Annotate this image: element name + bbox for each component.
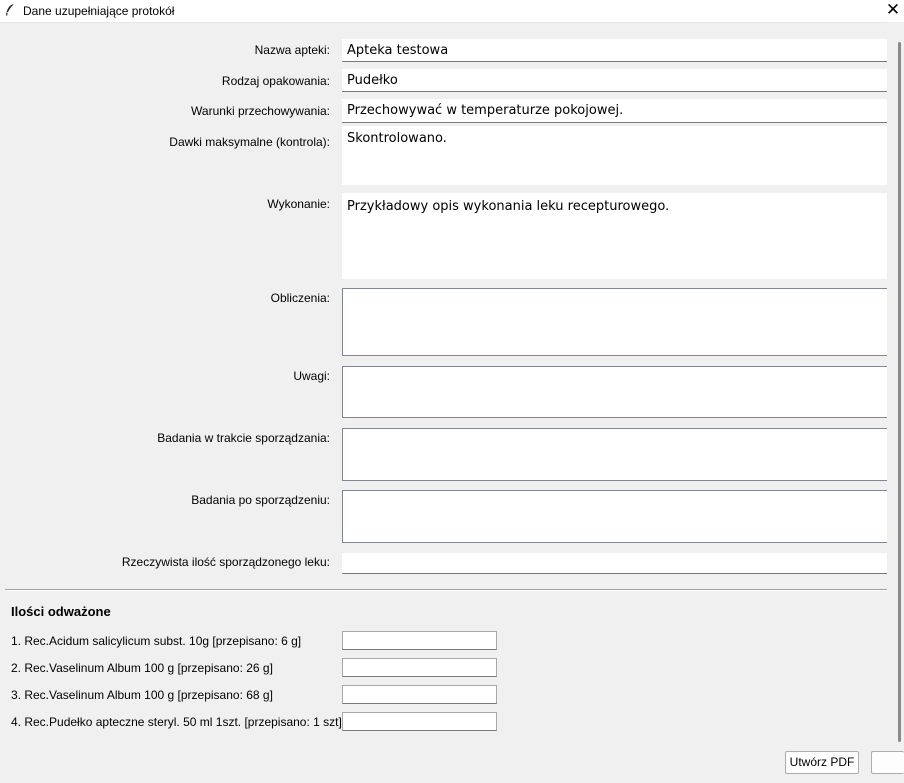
label-nazwa-apteki: Nazwa apteki: bbox=[254, 43, 330, 57]
window-title: Dane uzupełniające protokół bbox=[23, 4, 175, 18]
rzeczywista-ilosc-input[interactable] bbox=[342, 553, 887, 574]
label-obliczenia: Obliczenia: bbox=[270, 291, 330, 305]
section-title-ilosci-odwazone: Ilości odważone bbox=[11, 604, 111, 619]
title-bar bbox=[0, 0, 904, 23]
close-button[interactable] bbox=[882, 0, 904, 22]
label-dawki-maksymalne: Dawki maksymalne (kontrola): bbox=[169, 135, 330, 149]
weighed-item-input-2[interactable] bbox=[342, 658, 497, 677]
separator bbox=[5, 589, 887, 591]
close-icon: ✕ bbox=[885, 0, 901, 19]
label-rzeczywista-ilosc: Rzeczywista ilość sporządzonego leku: bbox=[121, 555, 330, 569]
secondary-button[interactable] bbox=[871, 751, 904, 774]
weighed-item-label-1: 1. Rec.Acidum salicylicum subst. 10g [przepisano: 6 g] bbox=[11, 634, 302, 648]
scrollbar-thumb[interactable] bbox=[898, 42, 901, 742]
create-pdf-button[interactable]: Utwórz PDF bbox=[785, 751, 859, 774]
rodzaj-opakowania-input[interactable] bbox=[342, 69, 887, 92]
weighed-item-label-3: 3. Rec.Vaselinum Album 100 g [przepisano: 68 g] bbox=[11, 688, 273, 702]
warunki-przechowywania-input[interactable] bbox=[342, 99, 887, 123]
label-uwagi: Uwagi: bbox=[293, 369, 330, 383]
uwagi-textarea[interactable] bbox=[342, 366, 887, 418]
weighed-item-input-1[interactable] bbox=[342, 631, 497, 650]
label-warunki-przechowywania: Warunki przechowywania: bbox=[191, 104, 330, 118]
weighed-item-label-4: 4. Rec.Pudełko apteczne steryl. 50 ml 1szt. [przepisano: 1 szt] bbox=[11, 715, 342, 729]
obliczenia-textarea[interactable] bbox=[342, 288, 887, 356]
label-badania-w-trakcie: Badania w trakcie sporządzania: bbox=[157, 431, 330, 445]
weighed-item-input-3[interactable] bbox=[342, 685, 497, 704]
badania-w-trakcie-textarea[interactable] bbox=[342, 428, 887, 481]
badania-po-textarea[interactable] bbox=[342, 490, 887, 543]
label-wykonanie: Wykonanie: bbox=[267, 197, 330, 211]
label-badania-po: Badania po sporządzeniu: bbox=[191, 493, 330, 507]
dawki-maksymalne-textarea[interactable]: Skontrolowano. bbox=[342, 126, 887, 185]
weighed-item-input-4[interactable] bbox=[342, 712, 497, 731]
wykonanie-textarea[interactable]: Przykładowy opis wykonania leku recepturowego. bbox=[342, 193, 887, 279]
weighed-item-label-2: 2. Rec.Vaselinum Album 100 g [przepisano: 26 g] bbox=[11, 661, 273, 675]
feather-icon bbox=[4, 3, 16, 17]
label-rodzaj-opakowania: Rodzaj opakowania: bbox=[221, 74, 330, 88]
vertical-scrollbar[interactable] bbox=[887, 22, 904, 783]
nazwa-apteki-input[interactable] bbox=[342, 39, 887, 62]
